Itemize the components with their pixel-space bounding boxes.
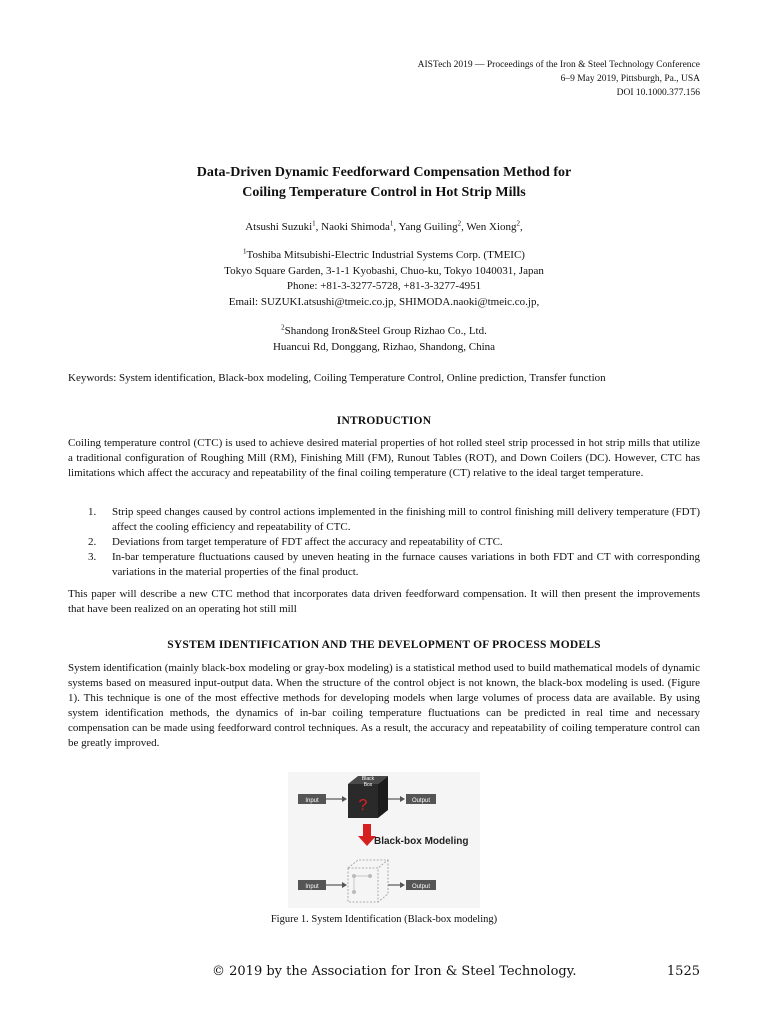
list-item — [68, 550, 700, 580]
paper-title — [0, 163, 768, 203]
affiliation-mark: 1 — [243, 247, 247, 256]
affiliation-address: Tokyo Square Garden, 3-1-1 Kyobashi, Chuo-ku, Tokyo 1040031, Japan — [224, 264, 544, 277]
header-line-3: DOI 10.1000.377.156 — [616, 88, 700, 98]
author-name: Yang Guiling — [398, 221, 458, 233]
figure-1 — [288, 772, 480, 908]
affiliation-org: Toshiba Mitsubishi-Electric Industrial Systems Corp. (TMEIC) — [246, 249, 525, 261]
modeling-label: Black-box Modeling — [374, 836, 469, 847]
header-line-2: 6–9 May 2019, Pittsburgh, Pa., USA — [560, 74, 700, 84]
list-text: Strip speed changes caused by control actions implemented in the finishing mill to control finishing mill delivery temperature (FDT) affect the cooling efficiency and repeatability of CTC. — [112, 506, 700, 533]
output-label: Output — [411, 798, 431, 804]
black-box-label-2: Box — [363, 782, 373, 788]
list-number: 3. — [88, 551, 97, 563]
list-number: 2. — [88, 536, 97, 548]
affiliation-1 — [0, 248, 768, 310]
introduction-heading: INTRODUCTION — [336, 415, 432, 427]
question-mark-icon: ? — [358, 797, 368, 814]
conference-header — [418, 58, 700, 100]
affiliation-email: Email: SUZUKI.atsushi@tmeic.co.jp, SHIMODA.naoki@tmeic.co.jp, — [228, 295, 540, 308]
list-item — [68, 535, 700, 550]
copyright-footer: © 2019 by the Association for Iron & Steel Technology. — [212, 964, 577, 979]
system-identification-heading: SYSTEM IDENTIFICATION AND THE DEVELOPMENT OF PROCESS MODELS — [167, 639, 601, 651]
down-arrow-icon — [363, 824, 371, 836]
author-separator: , — [315, 221, 322, 233]
author-affiliation-mark: 1 — [389, 219, 394, 228]
system-identification-paragraph: System identification (mainly black-box modeling or gray-box modeling) is a statistical method used to build mathematical models of dynamic systems based on measured input-output data. When the structure of the control object is not known, the black-box modeling is used. (Figure 1). This technique is one of the most effective methods for developing models when large volumes of process data are available. By using system identification methods, the dynamics of in-bar coiling temperature fluctuations can be predicted in real time and necessary compensation can be made using feedforward control techniques. As a result, the accuracy and repeatability of coiling temperature control can be greatly improved. — [68, 662, 700, 749]
page-number: 1525 — [666, 964, 700, 979]
author-separator: , — [393, 221, 399, 233]
list-number: 1. — [88, 506, 97, 518]
author-affiliation-mark: 2 — [516, 219, 521, 228]
list-text: In-bar temperature fluctuations caused by uneven heating in the furnace causes variations in both FDT and CT with corresponding variations in the material properties of the final product. — [112, 551, 700, 578]
affiliation-org: Shandong Iron&Steel Group Rizhao Co., Ltd. — [284, 325, 487, 337]
title-line-2: Coiling Temperature Control in Hot Strip Mills — [242, 185, 526, 200]
input-label: Input — [305, 798, 319, 804]
author-list — [0, 220, 768, 236]
author-affiliation-mark: 2 — [457, 219, 462, 228]
introduction-paragraph-1: Coiling temperature control (CTC) is used to achieve desired material properties of hot rolled steel strip processed in hot strip mills that utilize a traditional configuration of Roughing Mill (RM), Finishing Mill (FM), Runout Tables (ROT), and Down Coilers (DC). However, CTC has limitations which affect the accuracy and repeatability of the final coiling temperature (CT) relative to the ideal target temperature. — [68, 437, 700, 479]
author-affiliation-mark: 1 — [312, 219, 316, 228]
affiliation-mark: 2 — [281, 323, 285, 332]
affiliation-address: Huancui Rd, Donggang, Rizhao, Shandong, China — [272, 340, 496, 353]
author-name: Wen Xiong — [466, 221, 517, 233]
title-line-1: Data-Driven Dynamic Feedforward Compensation Method for — [196, 165, 572, 180]
input-label: Input — [305, 884, 319, 890]
header-line-1: AISTech 2019 — Proceedings of the Iron & Steel Technology Conference — [417, 60, 700, 70]
list-item — [68, 505, 700, 535]
affiliation-2 — [0, 324, 768, 355]
black-box-diagram — [288, 772, 480, 908]
black-box-label-1: Black — [361, 776, 375, 782]
author-separator: , — [520, 221, 523, 233]
introduction-paragraph-2: This paper will describe a new CTC method that incorporates data driven feedforward compensation. It will then present the improvements that have been realized on an operating hot still mill — [68, 588, 700, 615]
keywords: Keywords: System identification, Black-box modeling, Coiling Temperature Control, Online prediction, Transfer function — [68, 372, 606, 384]
limitations-list — [68, 505, 700, 580]
figure-caption: Figure 1. System Identification (Black-box modeling) — [270, 914, 498, 925]
author-separator: , — [461, 221, 467, 233]
author-name: Atsushi Suzuki — [245, 221, 313, 233]
affiliation-phone: Phone: +81-3-3277-5728, +81-3-3277-4951 — [286, 280, 482, 292]
author-name: Naoki Shimoda — [321, 221, 390, 233]
output-label: Output — [411, 884, 431, 890]
list-text: Deviations from target temperature of FDT affect the accuracy and repeatability of CTC. — [112, 536, 503, 548]
